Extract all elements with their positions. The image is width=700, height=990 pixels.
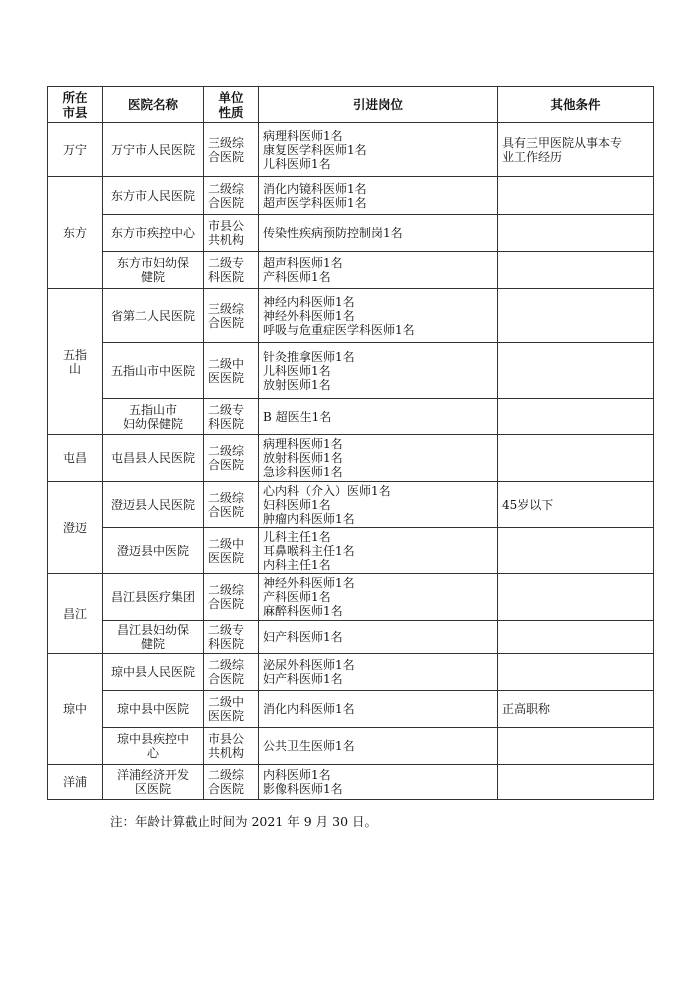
hospital-cell xyxy=(103,343,204,399)
nature-cell xyxy=(204,621,259,654)
header-posts: 引进岗位 xyxy=(259,87,498,123)
nature-line: 共机构 xyxy=(208,746,245,760)
hospital-line: 洋浦经济开发 xyxy=(116,768,189,782)
nature-cell xyxy=(204,765,259,800)
post-line: 泌尿外科医师1名 xyxy=(263,658,355,672)
table-body xyxy=(48,123,654,800)
posts-cell xyxy=(259,177,498,215)
hospital-line: 健院 xyxy=(140,637,165,651)
conditions-line: 具有三甲医院从事本专 xyxy=(502,135,623,150)
nature-line: 医医院 xyxy=(208,709,245,723)
post-line: 心内科（介入）医师1名 xyxy=(263,483,391,498)
hospital-cell xyxy=(103,482,204,528)
post-line: 神经外科医师1名 xyxy=(263,308,355,323)
posts-cell xyxy=(259,621,498,654)
post-line: 传染性疾病预防控制岗1名 xyxy=(263,226,403,240)
post-line: 病理科医师1名 xyxy=(263,128,343,143)
conditions-cell xyxy=(498,574,654,621)
nature-cell xyxy=(204,399,259,435)
county-cell: 五指 山 xyxy=(48,289,103,435)
hospital-line: 东方市妇幼保 xyxy=(116,256,189,270)
hospital-line: 琼中县人民医院 xyxy=(110,665,195,679)
posts-cell xyxy=(259,252,498,289)
hospital-line: 东方市人民医院 xyxy=(110,188,195,203)
nature-line: 合医院 xyxy=(208,597,245,611)
post-line: 消化内镜科医师1名 xyxy=(263,181,367,196)
table-row xyxy=(48,691,654,728)
table-row xyxy=(48,621,654,654)
conditions-cell xyxy=(498,177,654,215)
hospital-line: 五指山市 xyxy=(128,402,177,417)
nature-cell xyxy=(204,252,259,289)
conditions-cell xyxy=(498,691,654,728)
nature-cell xyxy=(204,177,259,215)
hospital-line: 昌江县医疗集团 xyxy=(110,590,195,604)
posts-cell xyxy=(259,435,498,482)
post-line: B 超医生1名 xyxy=(263,409,332,424)
hospital-line: 健院 xyxy=(140,270,165,284)
nature-line: 二级中 xyxy=(208,356,245,371)
posts-cell xyxy=(259,654,498,691)
conditions-cell xyxy=(498,289,654,343)
post-line: 消化内科医师1名 xyxy=(263,702,355,716)
hospital-cell xyxy=(103,654,204,691)
nature-line: 医医院 xyxy=(208,370,245,385)
table-row xyxy=(48,482,654,528)
header-nature-l2: 性质 xyxy=(218,104,244,120)
post-line: 影像科医师1名 xyxy=(263,782,343,796)
hospital-line: 屯昌县人民医院 xyxy=(110,451,195,465)
hospital-line: 五指山市中医院 xyxy=(110,363,195,378)
post-line: 针灸推拿医师1名 xyxy=(263,349,355,364)
nature-cell xyxy=(204,482,259,528)
county-cell: 屯昌 xyxy=(48,435,103,482)
hospital-cell xyxy=(103,177,204,215)
posts-cell xyxy=(259,691,498,728)
hospital-cell xyxy=(103,691,204,728)
post-line: 内科医师1名 xyxy=(263,768,331,782)
nature-cell xyxy=(204,574,259,621)
nature-line: 二级专 xyxy=(208,623,245,637)
conditions-line: 45岁以下 xyxy=(502,497,554,512)
nature-line: 合医院 xyxy=(208,672,245,686)
county-cell: 昌江 xyxy=(48,574,103,654)
nature-line: 市县公 xyxy=(208,732,245,746)
hospital-line: 省第二人民医院 xyxy=(110,308,195,323)
nature-line: 科医院 xyxy=(208,416,245,431)
nature-line: 科医院 xyxy=(208,637,245,651)
post-line: 麻醉科医师1名 xyxy=(263,604,343,618)
posts-cell xyxy=(259,123,498,177)
nature-line: 二级综 xyxy=(208,658,245,672)
post-line: 神经外科医师1名 xyxy=(263,576,355,590)
hospital-line: 东方市疾控中心 xyxy=(110,226,195,240)
table-row xyxy=(48,177,654,215)
posts-cell xyxy=(259,399,498,435)
hospital-cell xyxy=(103,528,204,574)
table-row xyxy=(48,399,654,435)
post-line: 内科主任1名 xyxy=(263,557,331,572)
posts-cell xyxy=(259,528,498,574)
nature-line: 三级综 xyxy=(208,301,245,316)
hospital-cell xyxy=(103,289,204,343)
county-cell: 洋浦 xyxy=(48,765,103,800)
county-cell: 琼中 xyxy=(48,654,103,765)
posts-cell xyxy=(259,574,498,621)
table-row xyxy=(48,528,654,574)
post-line: 急诊科医师1名 xyxy=(263,465,343,479)
nature-cell xyxy=(204,528,259,574)
table-row xyxy=(48,574,654,621)
header-county-l2: 市县 xyxy=(62,104,88,120)
post-line: 康复医学科医师1名 xyxy=(263,142,367,157)
conditions-cell xyxy=(498,528,654,574)
table-row xyxy=(48,765,654,800)
conditions-cell xyxy=(498,728,654,765)
conditions-cell xyxy=(498,482,654,528)
posts-cell xyxy=(259,215,498,252)
conditions-cell xyxy=(498,215,654,252)
nature-line: 二级综 xyxy=(208,583,245,597)
nature-cell xyxy=(204,123,259,177)
conditions-cell xyxy=(498,343,654,399)
nature-line: 医医院 xyxy=(208,550,245,565)
county-cell: 澄迈 xyxy=(48,482,103,574)
hospital-cell xyxy=(103,728,204,765)
post-line: 儿科医师1名 xyxy=(263,363,331,378)
table-row xyxy=(48,654,654,691)
header-county xyxy=(48,87,103,123)
nature-line: 二级中 xyxy=(208,536,245,551)
nature-line: 合医院 xyxy=(208,504,245,519)
hospital-line: 心 xyxy=(146,746,159,760)
nature-line: 二级专 xyxy=(208,402,245,417)
nature-cell xyxy=(204,215,259,252)
table-row xyxy=(48,435,654,482)
hospital-line: 琼中县中医院 xyxy=(116,702,189,716)
nature-line: 市县公 xyxy=(208,219,245,233)
hospital-line: 万宁市人民医院 xyxy=(110,142,195,157)
table-row xyxy=(48,123,654,177)
post-line: 病理科医师1名 xyxy=(263,437,343,451)
header-conditions: 其他条件 xyxy=(498,87,654,123)
county-cell: 东方 xyxy=(48,177,103,289)
nature-cell xyxy=(204,654,259,691)
hospital-cell xyxy=(103,765,204,800)
post-line: 超声医学科医师1名 xyxy=(263,195,367,210)
nature-cell xyxy=(204,728,259,765)
table-row xyxy=(48,252,654,289)
nature-line: 合医院 xyxy=(208,782,245,796)
header-nature xyxy=(204,87,259,123)
header-county-l1: 所在 xyxy=(62,89,88,105)
table-row xyxy=(48,289,654,343)
posts-cell xyxy=(259,482,498,528)
header-row xyxy=(48,87,654,123)
conditions-cell xyxy=(498,123,654,177)
nature-cell xyxy=(204,289,259,343)
nature-line: 二级中 xyxy=(208,695,245,709)
hospital-line: 妇幼保健院 xyxy=(122,416,183,431)
post-line: 儿科医师1名 xyxy=(263,156,331,171)
post-line: 妇科医师1名 xyxy=(263,497,331,512)
nature-line: 合医院 xyxy=(208,149,245,164)
posts-cell xyxy=(259,343,498,399)
post-line: 公共卫生医师1名 xyxy=(263,739,355,753)
nature-cell xyxy=(204,435,259,482)
hospital-line: 澄迈县人民医院 xyxy=(110,497,195,512)
post-line: 儿科主任1名 xyxy=(263,529,331,544)
nature-line: 二级综 xyxy=(208,444,245,458)
county-cell: 万宁 xyxy=(48,123,103,177)
nature-cell xyxy=(204,691,259,728)
nature-line: 二级综 xyxy=(208,768,245,782)
nature-line: 合医院 xyxy=(208,195,245,210)
hospital-line: 澄迈县中医院 xyxy=(116,543,189,558)
table-row xyxy=(48,215,654,252)
footnote: 注：年龄计算截止时间为 2021 年 9 月 30 日。 xyxy=(110,814,378,829)
conditions-cell xyxy=(498,435,654,482)
posts-cell xyxy=(259,289,498,343)
post-line: 呼吸与危重症医学科医师1名 xyxy=(263,322,415,337)
nature-line: 三级综 xyxy=(208,135,245,150)
hospital-cell xyxy=(103,621,204,654)
posts-cell xyxy=(259,765,498,800)
nature-line: 二级综 xyxy=(208,181,245,196)
post-line: 耳鼻喉科主任1名 xyxy=(263,543,355,558)
post-line: 放射医师1名 xyxy=(263,377,331,392)
nature-line: 科医院 xyxy=(208,270,245,284)
conditions-cell xyxy=(498,654,654,691)
conditions-cell xyxy=(498,621,654,654)
header-nature-l1: 单位 xyxy=(218,89,244,105)
posts-cell xyxy=(259,728,498,765)
hospital-cell xyxy=(103,435,204,482)
post-line: 神经内科医师1名 xyxy=(263,294,355,309)
nature-line: 二级专 xyxy=(208,256,245,270)
header-hospital: 医院名称 xyxy=(103,87,204,123)
hospital-cell xyxy=(103,215,204,252)
nature-line: 合医院 xyxy=(208,315,245,330)
hospital-cell xyxy=(103,574,204,621)
hospital-line: 琼中县疾控中 xyxy=(116,732,189,746)
post-line: 超声科医师1名 xyxy=(263,256,343,270)
nature-line: 二级综 xyxy=(208,490,245,505)
nature-cell xyxy=(204,343,259,399)
hospital-cell xyxy=(103,252,204,289)
post-line: 放射科医师1名 xyxy=(263,451,343,465)
post-line: 产科医师1名 xyxy=(263,270,331,284)
recruitment-table xyxy=(47,86,654,800)
post-line: 肿瘤内科医师1名 xyxy=(263,511,355,526)
hospital-line: 昌江县妇幼保 xyxy=(116,623,189,637)
conditions-cell xyxy=(498,252,654,289)
conditions-cell xyxy=(498,399,654,435)
nature-line: 共机构 xyxy=(208,233,245,247)
conditions-cell xyxy=(498,765,654,800)
hospital-cell xyxy=(103,123,204,177)
post-line: 产科医师1名 xyxy=(263,590,331,604)
table-row xyxy=(48,343,654,399)
hospital-cell xyxy=(103,399,204,435)
post-line: 妇产科医师1名 xyxy=(263,672,343,686)
table-row xyxy=(48,728,654,765)
hospital-line: 区医院 xyxy=(134,782,171,796)
nature-line: 合医院 xyxy=(208,458,245,472)
conditions-line: 正高职称 xyxy=(502,702,551,716)
post-line: 妇产科医师1名 xyxy=(263,630,343,644)
conditions-line: 业工作经历 xyxy=(502,149,563,164)
